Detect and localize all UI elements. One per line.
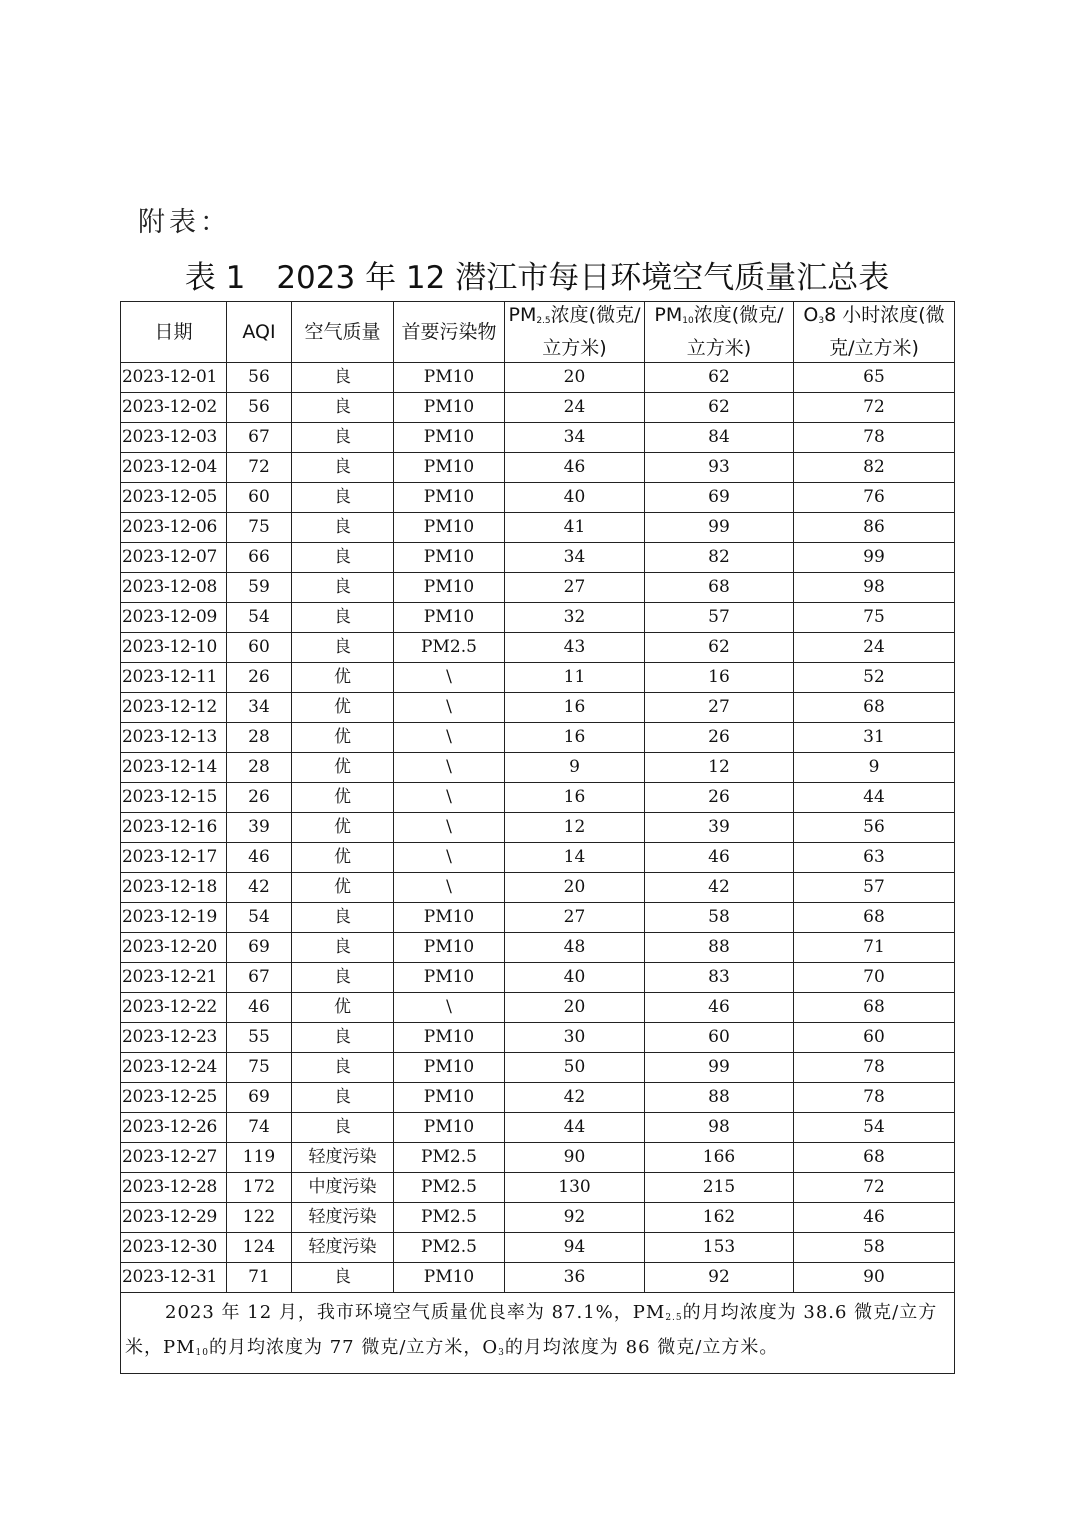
cell-quality: 良 xyxy=(292,603,394,633)
cell-o3: 54 xyxy=(794,1113,955,1143)
cell-quality: 良 xyxy=(292,1053,394,1083)
cell-pm25: 48 xyxy=(505,933,645,963)
cell-pm10: 39 xyxy=(645,813,794,843)
cell-date: 2023-12-21 xyxy=(121,963,227,993)
cell-o3: 76 xyxy=(794,483,955,513)
cell-date: 2023-12-02 xyxy=(121,393,227,423)
cell-pm25: 42 xyxy=(505,1083,645,1113)
cell-date: 2023-12-17 xyxy=(121,843,227,873)
cell-aqi: 42 xyxy=(227,873,292,903)
cell-pollutant: PM10 xyxy=(394,453,505,483)
cell-pollutant: PM10 xyxy=(394,1113,505,1143)
table-body xyxy=(121,363,955,1293)
table-row xyxy=(121,1233,955,1263)
cell-o3: 70 xyxy=(794,963,955,993)
table-row xyxy=(121,963,955,993)
cell-pm25: 16 xyxy=(505,723,645,753)
cell-aqi: 54 xyxy=(227,603,292,633)
cell-quality: 优 xyxy=(292,993,394,1023)
cell-aqi: 67 xyxy=(227,963,292,993)
cell-quality: 优 xyxy=(292,843,394,873)
cell-o3: 71 xyxy=(794,933,955,963)
cell-date: 2023-12-13 xyxy=(121,723,227,753)
header-date: 日期 xyxy=(121,302,227,363)
table-row xyxy=(121,903,955,933)
cell-pollutant: PM2.5 xyxy=(394,1203,505,1233)
cell-pollutant: PM10 xyxy=(394,1023,505,1053)
cell-pollutant: PM10 xyxy=(394,903,505,933)
cell-date: 2023-12-05 xyxy=(121,483,227,513)
table-row xyxy=(121,513,955,543)
cell-o3: 78 xyxy=(794,1083,955,1113)
cell-aqi: 56 xyxy=(227,363,292,393)
cell-date: 2023-12-30 xyxy=(121,1233,227,1263)
cell-o3: 68 xyxy=(794,903,955,933)
cell-aqi: 34 xyxy=(227,693,292,723)
cell-pollutant: PM2.5 xyxy=(394,1143,505,1173)
table-row xyxy=(121,813,955,843)
cell-pm25: 130 xyxy=(505,1173,645,1203)
cell-date: 2023-12-09 xyxy=(121,603,227,633)
cell-date: 2023-12-31 xyxy=(121,1263,227,1293)
cell-date: 2023-12-16 xyxy=(121,813,227,843)
table-row xyxy=(121,1083,955,1113)
cell-pm25: 14 xyxy=(505,843,645,873)
cell-pm25: 30 xyxy=(505,1023,645,1053)
cell-pm25: 20 xyxy=(505,873,645,903)
cell-pm25: 9 xyxy=(505,753,645,783)
cell-aqi: 60 xyxy=(227,483,292,513)
cell-pollutant: \ xyxy=(394,843,505,873)
cell-pm10: 153 xyxy=(645,1233,794,1263)
cell-aqi: 69 xyxy=(227,1083,292,1113)
cell-pollutant: PM10 xyxy=(394,933,505,963)
table-row xyxy=(121,1173,955,1203)
cell-aqi: 71 xyxy=(227,1263,292,1293)
header-pm10: $PM_{10}$浓度(微克/立方米) xyxy=(645,302,794,363)
cell-o3: 24 xyxy=(794,633,955,663)
header-row xyxy=(121,302,955,363)
cell-aqi: 172 xyxy=(227,1173,292,1203)
cell-pollutant: PM10 xyxy=(394,513,505,543)
cell-pm10: 69 xyxy=(645,483,794,513)
cell-quality: 优 xyxy=(292,723,394,753)
table-row xyxy=(121,1143,955,1173)
cell-pollutant: PM10 xyxy=(394,963,505,993)
table-row xyxy=(121,453,955,483)
cell-o3: 65 xyxy=(794,363,955,393)
cell-pollutant: PM10 xyxy=(394,573,505,603)
cell-pollutant: PM10 xyxy=(394,1083,505,1113)
cell-quality: 优 xyxy=(292,753,394,783)
cell-o3: 72 xyxy=(794,393,955,423)
table-row xyxy=(121,873,955,903)
cell-o3: 90 xyxy=(794,1263,955,1293)
cell-date: 2023-12-07 xyxy=(121,543,227,573)
cell-pollutant: PM10 xyxy=(394,393,505,423)
cell-quality: 轻度污染 xyxy=(292,1233,394,1263)
cell-quality: 中度污染 xyxy=(292,1173,394,1203)
cell-aqi: 54 xyxy=(227,903,292,933)
cell-pollutant: PM10 xyxy=(394,483,505,513)
cell-pm10: 57 xyxy=(645,603,794,633)
cell-aqi: 66 xyxy=(227,543,292,573)
cell-aqi: 26 xyxy=(227,663,292,693)
cell-pm25: 27 xyxy=(505,573,645,603)
cell-date: 2023-12-23 xyxy=(121,1023,227,1053)
cell-pollutant: PM10 xyxy=(394,423,505,453)
cell-date: 2023-12-24 xyxy=(121,1053,227,1083)
cell-quality: 良 xyxy=(292,573,394,603)
table-title: 表 1 2023 年 12 潜江市每日环境空气质量汇总表 xyxy=(184,260,890,296)
cell-pm25: 50 xyxy=(505,1053,645,1083)
cell-pollutant: \ xyxy=(394,993,505,1023)
cell-aqi: 56 xyxy=(227,393,292,423)
cell-quality: 优 xyxy=(292,813,394,843)
table-row xyxy=(121,843,955,873)
cell-aqi: 74 xyxy=(227,1113,292,1143)
cell-o3: 63 xyxy=(794,843,955,873)
cell-pm10: 99 xyxy=(645,1053,794,1083)
cell-pm10: 88 xyxy=(645,933,794,963)
cell-o3: 56 xyxy=(794,813,955,843)
cell-o3: 46 xyxy=(794,1203,955,1233)
cell-o3: 75 xyxy=(794,603,955,633)
cell-quality: 优 xyxy=(292,873,394,903)
cell-date: 2023-12-25 xyxy=(121,1083,227,1113)
appendix-label: 附表： xyxy=(138,207,231,238)
table-row xyxy=(121,693,955,723)
cell-date: 2023-12-29 xyxy=(121,1203,227,1233)
cell-o3: 68 xyxy=(794,693,955,723)
cell-o3: 9 xyxy=(794,753,955,783)
cell-o3: 31 xyxy=(794,723,955,753)
cell-o3: 99 xyxy=(794,543,955,573)
cell-o3: 52 xyxy=(794,663,955,693)
cell-pm10: 92 xyxy=(645,1263,794,1293)
cell-quality: 良 xyxy=(292,453,394,483)
cell-pm25: 36 xyxy=(505,1263,645,1293)
cell-quality: 良 xyxy=(292,933,394,963)
cell-aqi: 46 xyxy=(227,993,292,1023)
table-row xyxy=(121,393,955,423)
cell-quality: 良 xyxy=(292,1083,394,1113)
cell-pm10: 98 xyxy=(645,1113,794,1143)
cell-pollutant: PM10 xyxy=(394,603,505,633)
cell-pollutant: PM10 xyxy=(394,543,505,573)
header-quality: 空气质量 xyxy=(292,302,394,363)
header-pm25: $PM_{2.5}$浓度(微克/立方米) xyxy=(505,302,645,363)
cell-o3: 78 xyxy=(794,423,955,453)
cell-pm10: 99 xyxy=(645,513,794,543)
cell-date: 2023-12-04 xyxy=(121,453,227,483)
cell-pm25: 46 xyxy=(505,453,645,483)
cell-pollutant: \ xyxy=(394,813,505,843)
cell-pm25: 40 xyxy=(505,483,645,513)
header-aqi: AQI xyxy=(227,302,292,363)
cell-quality: 良 xyxy=(292,363,394,393)
cell-pm10: 84 xyxy=(645,423,794,453)
cell-pollutant: \ xyxy=(394,693,505,723)
cell-pm25: 90 xyxy=(505,1143,645,1173)
cell-pollutant: PM2.5 xyxy=(394,1233,505,1263)
table-row xyxy=(121,543,955,573)
cell-pollutant: \ xyxy=(394,723,505,753)
table-row xyxy=(121,783,955,813)
cell-pm10: 82 xyxy=(645,543,794,573)
cell-quality: 良 xyxy=(292,633,394,663)
cell-o3: 44 xyxy=(794,783,955,813)
cell-pm10: 62 xyxy=(645,633,794,663)
cell-pm10: 93 xyxy=(645,453,794,483)
cell-pm10: 58 xyxy=(645,903,794,933)
cell-pm25: 27 xyxy=(505,903,645,933)
cell-o3: 82 xyxy=(794,453,955,483)
cell-pm25: 40 xyxy=(505,963,645,993)
cell-quality: 良 xyxy=(292,963,394,993)
cell-aqi: 28 xyxy=(227,723,292,753)
cell-pm10: 62 xyxy=(645,393,794,423)
cell-aqi: 59 xyxy=(227,573,292,603)
cell-quality: 良 xyxy=(292,1113,394,1143)
cell-pm25: 24 xyxy=(505,393,645,423)
cell-quality: 良 xyxy=(292,1263,394,1293)
cell-pm10: 215 xyxy=(645,1173,794,1203)
cell-quality: 良 xyxy=(292,513,394,543)
cell-date: 2023-12-19 xyxy=(121,903,227,933)
cell-date: 2023-12-11 xyxy=(121,663,227,693)
cell-date: 2023-12-03 xyxy=(121,423,227,453)
table-row xyxy=(121,663,955,693)
cell-quality: 优 xyxy=(292,783,394,813)
cell-pm25: 12 xyxy=(505,813,645,843)
cell-o3: 60 xyxy=(794,1023,955,1053)
cell-pm10: 26 xyxy=(645,723,794,753)
cell-date: 2023-12-22 xyxy=(121,993,227,1023)
cell-pollutant: PM10 xyxy=(394,1053,505,1083)
cell-pollutant: PM10 xyxy=(394,363,505,393)
cell-pollutant: \ xyxy=(394,663,505,693)
table-row xyxy=(121,723,955,753)
cell-pm10: 68 xyxy=(645,573,794,603)
table-row xyxy=(121,603,955,633)
cell-o3: 68 xyxy=(794,1143,955,1173)
cell-pm10: 60 xyxy=(645,1023,794,1053)
cell-pm10: 16 xyxy=(645,663,794,693)
air-quality-table xyxy=(120,301,955,1374)
cell-pm25: 41 xyxy=(505,513,645,543)
cell-quality: 良 xyxy=(292,903,394,933)
cell-date: 2023-12-18 xyxy=(121,873,227,903)
table-row xyxy=(121,1023,955,1053)
cell-quality: 优 xyxy=(292,693,394,723)
cell-o3: 57 xyxy=(794,873,955,903)
cell-quality: 良 xyxy=(292,1023,394,1053)
cell-pm10: 162 xyxy=(645,1203,794,1233)
cell-aqi: 67 xyxy=(227,423,292,453)
cell-pollutant: PM2.5 xyxy=(394,1173,505,1203)
cell-quality: 轻度污染 xyxy=(292,1203,394,1233)
cell-pm25: 16 xyxy=(505,693,645,723)
cell-date: 2023-12-14 xyxy=(121,753,227,783)
cell-o3: 98 xyxy=(794,573,955,603)
cell-quality: 优 xyxy=(292,663,394,693)
header-o3: $O_38$ 小时浓度(微克/立方米) xyxy=(794,302,955,363)
cell-aqi: 55 xyxy=(227,1023,292,1053)
cell-pm10: 46 xyxy=(645,993,794,1023)
cell-aqi: 69 xyxy=(227,933,292,963)
cell-aqi: 72 xyxy=(227,453,292,483)
table-row xyxy=(121,363,955,393)
table-row xyxy=(121,753,955,783)
cell-pm25: 94 xyxy=(505,1233,645,1263)
table-row xyxy=(121,1113,955,1143)
cell-quality: 良 xyxy=(292,483,394,513)
summary-text: 2023 年 12 月，我市环境空气质量优良率为 87.1%，$PM_{2.5}$的月均浓度为 38.6 微克/立方米，$PM_{10}$的月均浓度为 77 微克/立方米，$O_3$的月均浓度为 86 微克/立方米。 xyxy=(121,1293,955,1374)
cell-pm25: 16 xyxy=(505,783,645,813)
table-row xyxy=(121,1263,955,1293)
cell-pm10: 12 xyxy=(645,753,794,783)
table-row xyxy=(121,483,955,513)
cell-aqi: 26 xyxy=(227,783,292,813)
cell-aqi: 124 xyxy=(227,1233,292,1263)
cell-pollutant: PM2.5 xyxy=(394,633,505,663)
cell-date: 2023-12-10 xyxy=(121,633,227,663)
table-row xyxy=(121,933,955,963)
cell-pm25: 11 xyxy=(505,663,645,693)
cell-pm10: 27 xyxy=(645,693,794,723)
table-row xyxy=(121,1053,955,1083)
cell-o3: 58 xyxy=(794,1233,955,1263)
cell-date: 2023-12-28 xyxy=(121,1173,227,1203)
cell-o3: 86 xyxy=(794,513,955,543)
cell-pollutant: \ xyxy=(394,873,505,903)
cell-quality: 良 xyxy=(292,393,394,423)
cell-aqi: 75 xyxy=(227,513,292,543)
cell-pollutant: PM10 xyxy=(394,1263,505,1293)
cell-date: 2023-12-27 xyxy=(121,1143,227,1173)
cell-date: 2023-12-15 xyxy=(121,783,227,813)
cell-pm10: 88 xyxy=(645,1083,794,1113)
cell-pm10: 42 xyxy=(645,873,794,903)
cell-o3: 72 xyxy=(794,1173,955,1203)
table-row xyxy=(121,423,955,453)
cell-aqi: 39 xyxy=(227,813,292,843)
cell-pm25: 34 xyxy=(505,423,645,453)
cell-pm25: 32 xyxy=(505,603,645,633)
summary-row xyxy=(121,1293,955,1374)
table-row xyxy=(121,1203,955,1233)
cell-pm10: 46 xyxy=(645,843,794,873)
cell-aqi: 60 xyxy=(227,633,292,663)
cell-pm10: 62 xyxy=(645,363,794,393)
cell-pm25: 20 xyxy=(505,363,645,393)
table-row xyxy=(121,573,955,603)
cell-o3: 68 xyxy=(794,993,955,1023)
cell-pm25: 20 xyxy=(505,993,645,1023)
cell-aqi: 122 xyxy=(227,1203,292,1233)
cell-date: 2023-12-20 xyxy=(121,933,227,963)
cell-aqi: 46 xyxy=(227,843,292,873)
cell-date: 2023-12-01 xyxy=(121,363,227,393)
cell-o3: 78 xyxy=(794,1053,955,1083)
cell-pm25: 43 xyxy=(505,633,645,663)
cell-pm25: 92 xyxy=(505,1203,645,1233)
cell-pm10: 83 xyxy=(645,963,794,993)
cell-date: 2023-12-08 xyxy=(121,573,227,603)
cell-quality: 轻度污染 xyxy=(292,1143,394,1173)
cell-date: 2023-12-12 xyxy=(121,693,227,723)
header-pollutant: 首要污染物 xyxy=(394,302,505,363)
cell-pm25: 44 xyxy=(505,1113,645,1143)
table-row xyxy=(121,993,955,1023)
cell-aqi: 28 xyxy=(227,753,292,783)
cell-pm10: 166 xyxy=(645,1143,794,1173)
cell-quality: 良 xyxy=(292,543,394,573)
cell-pollutant: \ xyxy=(394,783,505,813)
cell-pollutant: \ xyxy=(394,753,505,783)
cell-pm10: 26 xyxy=(645,783,794,813)
table-row xyxy=(121,633,955,663)
cell-aqi: 75 xyxy=(227,1053,292,1083)
cell-date: 2023-12-26 xyxy=(121,1113,227,1143)
cell-aqi: 119 xyxy=(227,1143,292,1173)
cell-date: 2023-12-06 xyxy=(121,513,227,543)
cell-quality: 良 xyxy=(292,423,394,453)
cell-pm25: 34 xyxy=(505,543,645,573)
